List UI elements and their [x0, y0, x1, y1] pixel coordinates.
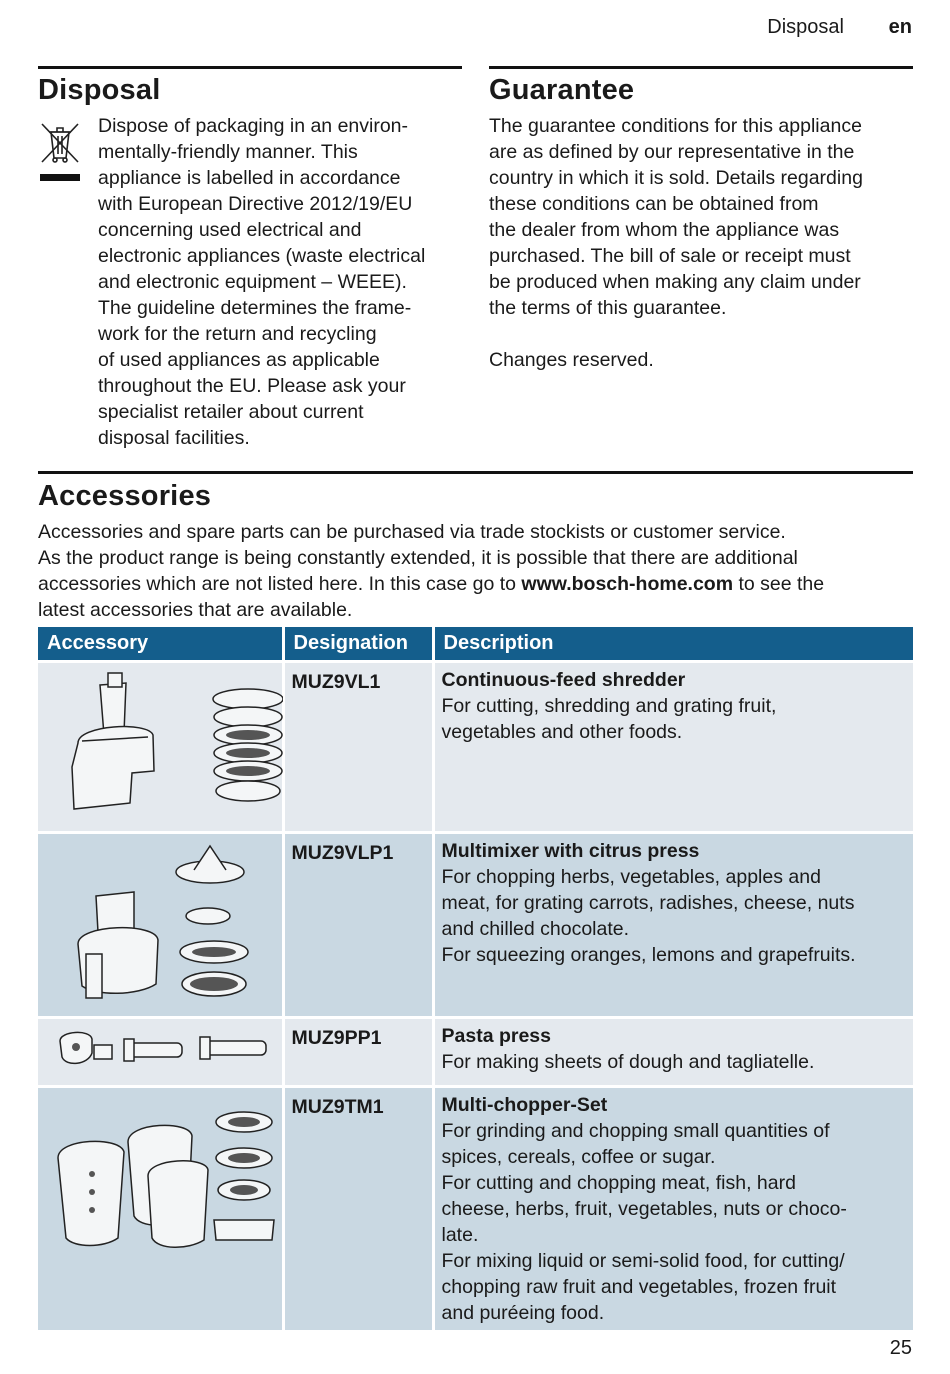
- description-line: and chilled chocolate.: [441, 918, 630, 940]
- description-line: For cutting and chopping meat, fish, hard: [441, 1172, 796, 1194]
- column-header-accessory: Accessory: [38, 627, 283, 662]
- disposal-text-line: electronic appliances (waste electrical: [98, 245, 426, 267]
- intro-line-text: accessories which are not listed here. In this case go to: [38, 573, 522, 595]
- disposal-text-line: appliance is labelled in accordance: [98, 167, 401, 189]
- disposal-text-line: and electronic equipment – WEEE).: [98, 271, 407, 293]
- description-line: and puréeing food.: [441, 1302, 605, 1324]
- designation-code: MUZ9VL1: [291, 671, 381, 693]
- multimixer-citrus-press-image: [38, 833, 283, 1018]
- description-line: chopping raw fruit and vegetables, frozen fruit: [441, 1276, 837, 1298]
- description-title: Multi-chopper-Set: [441, 1094, 608, 1116]
- description-line: For squeezing oranges, lemons and grapefruits.: [441, 944, 856, 966]
- description-line: meat, for grating carrots, radishes, cheese, nuts: [441, 892, 855, 914]
- description-line: For chopping herbs, vegetables, apples and: [441, 866, 821, 888]
- disposal-text-line: with European Directive 2012/19/EU: [98, 193, 413, 215]
- disposal-text-line: Dispose of packaging in an environ-: [98, 115, 409, 137]
- guarantee-text-line: The guarantee conditions for this appliance: [489, 115, 862, 137]
- guarantee-text-line: purchased. The bill of sale or receipt must: [489, 245, 851, 267]
- guarantee-text-line: are as defined by our representative in the: [489, 141, 855, 163]
- designation-cell: [283, 662, 433, 833]
- description-line: For making sheets of dough and tagliatelle.: [441, 1051, 815, 1073]
- continuous-feed-shredder-image: [38, 662, 283, 833]
- designation-cell: [283, 1018, 433, 1087]
- disposal-text-line: specialist retailer about current: [98, 401, 364, 423]
- description-line: cheese, herbs, fruit, vegetables, nuts or choco-: [441, 1198, 847, 1220]
- designation-cell: [283, 833, 433, 1018]
- description-line: For cutting, shredding and grating fruit,: [441, 695, 777, 717]
- guarantee-text-line: the dealer from whom the appliance was: [489, 219, 840, 241]
- table-row: [38, 833, 913, 1018]
- designation-code: MUZ9VLP1: [291, 842, 394, 864]
- intro-line: latest accessories that are available.: [38, 599, 353, 621]
- changes-reserved-note: Changes reserved.: [489, 349, 654, 371]
- description-line: For mixing liquid or semi-solid food, for cutting/: [441, 1250, 845, 1272]
- disposal-text-line: throughout the EU. Please ask your: [98, 375, 406, 397]
- disposal-text-line: mentally-friendly manner. This: [98, 141, 358, 163]
- disposal-text-line: disposal facilities.: [98, 427, 250, 449]
- designation-cell: [283, 1087, 433, 1331]
- description-line: vegetables and other foods.: [441, 721, 683, 743]
- description-line: For grinding and chopping small quantities of: [441, 1120, 830, 1142]
- running-header-language: en: [888, 16, 912, 38]
- multi-chopper-set-image: [38, 1087, 283, 1331]
- weee-crossed-bin-icon: [38, 118, 82, 188]
- description-title: Multimixer with citrus press: [441, 840, 700, 862]
- description-cell: [433, 662, 913, 833]
- bosch-home-link[interactable]: www.bosch-home.com: [521, 573, 734, 595]
- description-cell: [433, 833, 913, 1018]
- designation-code: MUZ9PP1: [291, 1027, 382, 1049]
- description-line: spices, cereals, coffee or sugar.: [441, 1146, 716, 1168]
- disposal-text-line: The guideline determines the frame-: [98, 297, 412, 319]
- page-number: 25: [889, 1337, 912, 1359]
- disposal-text-line: of used appliances as applicable: [98, 349, 380, 371]
- intro-line: [38, 571, 918, 597]
- accessories-table: [38, 627, 913, 1330]
- guarantee-text-line: the terms of this guarantee.: [489, 297, 727, 319]
- table-row: [38, 662, 913, 833]
- disposal-text: [98, 113, 470, 451]
- accessories-rule: [38, 471, 913, 474]
- guarantee-text-line: be produced when making any claim under: [489, 271, 861, 293]
- disposal-heading: Disposal: [38, 74, 161, 106]
- intro-line-text: to see the: [733, 573, 825, 595]
- pasta-press-image: [38, 1018, 283, 1087]
- guarantee-rule: [489, 66, 913, 69]
- accessories-heading: Accessories: [38, 480, 212, 512]
- table-header-row: [38, 627, 913, 662]
- guarantee-text: [489, 113, 919, 321]
- table-row: [38, 1018, 913, 1087]
- disposal-text-line: concerning used electrical and: [98, 219, 362, 241]
- column-header-description: Description: [433, 627, 913, 662]
- description-cell: [433, 1018, 913, 1087]
- description-title: Pasta press: [441, 1025, 551, 1047]
- intro-line: As the product range is being constantly extended, it is possible that there are additional: [38, 547, 798, 569]
- accessories-intro: [38, 519, 918, 623]
- guarantee-text-line: country in which it is sold. Details regarding: [489, 167, 863, 189]
- guarantee-heading: Guarantee: [489, 74, 635, 106]
- description-title: Continuous-feed shredder: [441, 669, 686, 691]
- intro-line: Accessories and spare parts can be purchased via trade stockists or customer service.: [38, 521, 786, 543]
- guarantee-text-line: these conditions can be obtained from: [489, 193, 819, 215]
- designation-code: MUZ9TM1: [291, 1096, 384, 1118]
- description-line: late.: [441, 1224, 479, 1246]
- running-header-section: Disposal: [767, 16, 844, 38]
- disposal-text-line: work for the return and recycling: [98, 323, 377, 345]
- disposal-rule: [38, 66, 462, 69]
- description-cell: [433, 1087, 913, 1331]
- table-row: [38, 1087, 913, 1331]
- column-header-designation: Designation: [283, 627, 433, 662]
